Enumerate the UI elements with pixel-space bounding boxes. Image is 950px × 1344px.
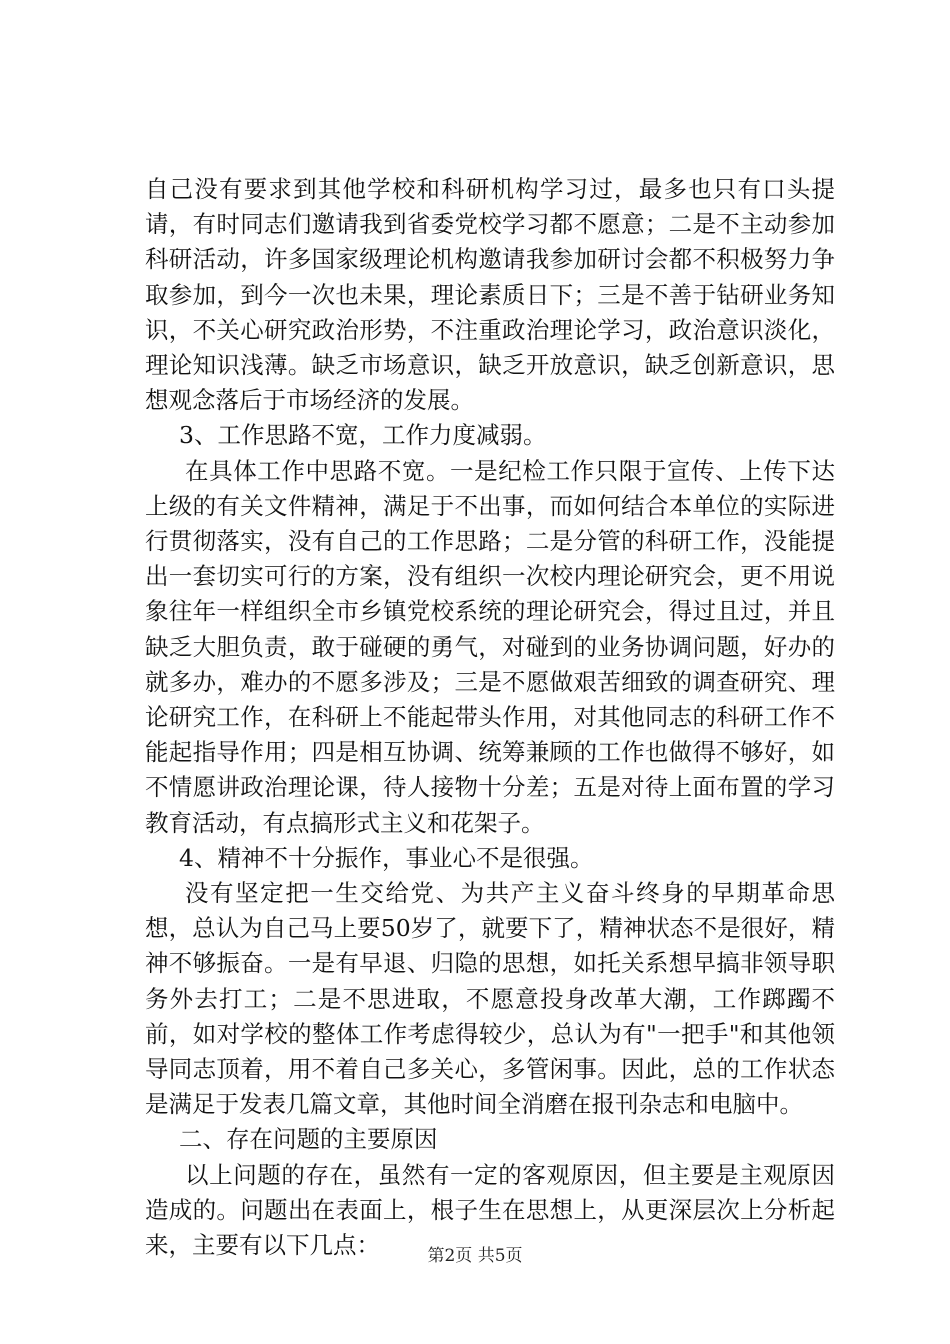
section-heading-3: 3、工作思路不宽，工作力度减弱。 — [179, 421, 547, 450]
paragraph-causes-intro: 以上问题的存在，虽然有一定的客观原因，但主要是主观原因造成的。问题出在表面上，根子生在思想上，从更深层次上分析起来，主要有以下几点： — [145, 1160, 835, 1260]
paragraph-spirit: 没有坚定把一生交给党、为共产主义奋斗终身的早期革命思想，总认为自己马上要50岁了，就要下了，精神状态不是很好，精神不够振奋。一是有早退、归隐的思想，如托关系想早搞非领导职务外去打工；二是不思进取，不愿意投身改革大潮，工作踯躅不前，如对学校的整体工作考虑得较少，总认为有"一把手"和其他领导同志顶着，用不着自己多关心，多管闲事。因此，总的工作状态是满足于发表几篇文章，其他时间全消磨在报刊杂志和电脑中。 — [145, 879, 835, 1119]
paragraph-continuation: 自己没有要求到其他学校和科研机构学习过，最多也只有口头提请，有时同志们邀请我到省委党校学习都不愿意；二是不主动参加科研活动，许多国家级理论机构邀请我参加研讨会都不积极努力争取参加，到今一次也未果，理论素质日下；三是不善于钻研业务知识，不关心研究政治形势，不注重政治理论学习，政治意识淡化，理论知识浅薄。缺乏市场意识，缺乏开放意识，缺乏创新意识，思想观念落后于市场经济的发展。 — [145, 175, 835, 415]
document-body — [145, 172, 835, 1263]
page-number-footer: 第2页 共5页 — [427, 1246, 523, 1266]
paragraph-work-approach: 在具体工作中思路不宽。一是纪检工作只限于宣传、上传下达上级的有关文件精神，满足于不出事，而如何结合本单位的实际进行贯彻落实，没有自己的工作思路；二是分管的科研工作，没能提出一套切实可行的方案，没有组织一次校内理论研究会，更不用说象往年一样组织全市乡镇党校系统的理论研究会，得过且过，并且缺乏大胆负责，敢于碰硬的勇气，对碰到的业务协调问题，好办的就多办，难办的不愿多涉及；三是不愿做艰苦细致的调查研究、理论研究工作，在科研上不能起带头作用，对其他同志的科研工作不能起指导作用；四是相互协调、统筹兼顾的工作也做得不够好，如不情愿讲政治理论课，待人接物十分差；五是对待上面布置的学习教育活动，有点搞形式主义和花架子。 — [145, 456, 835, 837]
section-heading-4: 4、精神不十分振作，事业心不是很强。 — [179, 843, 594, 872]
section-heading-causes: 二、存在问题的主要原因 — [179, 1125, 438, 1154]
